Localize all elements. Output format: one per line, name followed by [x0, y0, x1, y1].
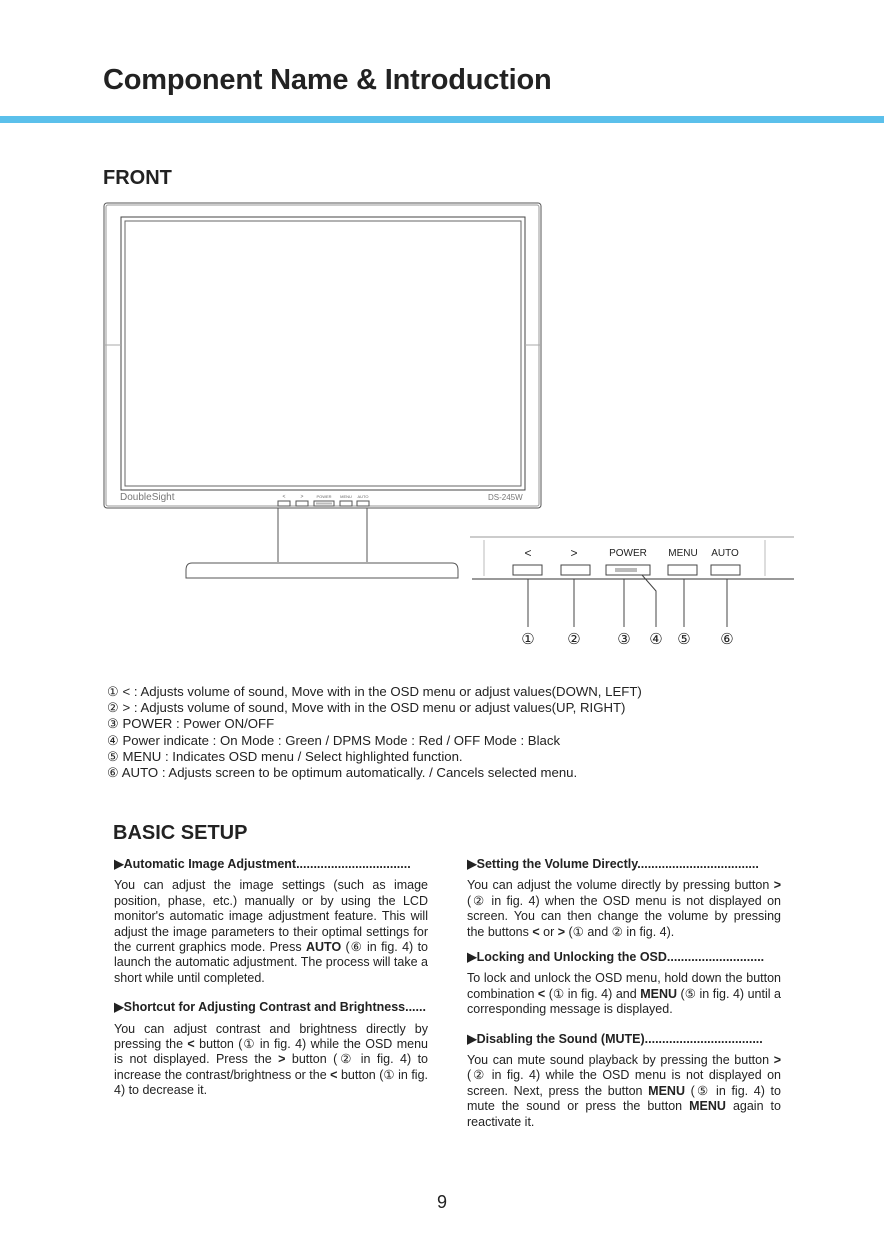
- callout-6: ⑥: [720, 631, 734, 648]
- legend-item-power-indicator: ④ Power indicate : On Mode : Green / DPMS Mode : Red / OFF Mode : Black: [107, 732, 561, 748]
- bezel-label-left: <: [282, 494, 286, 500]
- monitor-front-illustration: [0, 195, 560, 585]
- legend-item-power: ③ POWER : Power ON/OFF: [107, 716, 275, 732]
- front-heading: FRONT: [103, 167, 172, 189]
- button-detail-illustration: [470, 530, 884, 660]
- monitor-model-label: DS-245W: [488, 493, 523, 502]
- power-indicator: [615, 568, 637, 572]
- legend-item-auto: ⑥ AUTO : Adjusts screen to be optimum automatically. / Cancels selected menu.: [107, 765, 578, 781]
- page-number: 9: [436, 1192, 447, 1212]
- stand-base: [186, 563, 458, 578]
- page-title: Component Name & Introduction: [103, 64, 552, 96]
- button-menu: [668, 565, 697, 575]
- lock-title: ▶Locking and Unlocking the OSD............................: [467, 950, 765, 965]
- monitor-bezel: [104, 203, 541, 508]
- button-left: [513, 565, 542, 575]
- basic-setup-heading: BASIC SETUP: [113, 822, 248, 844]
- title-underline-bar: [0, 116, 884, 123]
- monitor-brand-logo: DoubleSight: [120, 492, 175, 503]
- button-legend: [107, 684, 642, 781]
- monitor-screen: [121, 217, 525, 490]
- callout-4: ④: [649, 631, 663, 648]
- legend-item-right: ② > : Adjusts volume of sound, Move with in the OSD menu or adjust values(UP, RIGHT): [107, 700, 626, 716]
- bezel-label-menu: MENU: [340, 494, 352, 499]
- legend-item-menu: ⑤ MENU : Indicates OSD menu / Select highlighted function.: [107, 748, 463, 764]
- button-label-auto: AUTO: [711, 548, 739, 559]
- basic-setup-right-column: [467, 857, 781, 1140]
- auto-adjust-title: ▶Automatic Image Adjustment.................................: [114, 857, 411, 871]
- bezel-label-right: >: [300, 494, 304, 500]
- mute-text: You can mute sound playback by pressing the button > (② in fig. 4) while the OSD menu is not displayed on screen. Next, press the button MENU (⑤ in fig. 4) to mute the sound or press the button MENU again to reactivate it.: [467, 1053, 781, 1129]
- button-label-right: >: [570, 546, 578, 560]
- bezel-label-auto: AUTO: [357, 494, 369, 499]
- shortcut-text: You can adjust contrast and brightness directly by pressing the < button (① in fig. 4) while the OSD menu is not displayed. Press the > button (② in fig. 4) to increase the contrast/brightness or the < button (① in fig. 4) to decrease it.: [114, 1021, 428, 1098]
- mute-title: ▶Disabling the Sound (MUTE)..................................: [467, 1031, 763, 1046]
- callout-3: ③: [617, 631, 631, 648]
- button-right: [561, 565, 590, 575]
- callout-1: ①: [521, 631, 535, 648]
- button-label-power: POWER: [609, 548, 647, 559]
- shortcut-title: ▶Shortcut for Adjusting Contrast and Brightness......: [114, 1000, 426, 1015]
- volume-title: ▶Setting the Volume Directly...................................: [467, 857, 759, 871]
- button-label-left: <: [524, 546, 532, 560]
- lock-text: To lock and unlock the OSD menu, hold down the button combination < (① in fig. 4) and MENU (⑤ in fig. 4) until a corresponding message is displayed.: [467, 971, 781, 1017]
- button-label-menu: MENU: [668, 548, 698, 559]
- basic-setup-left-column: [114, 857, 428, 1109]
- callout-2: ②: [567, 631, 581, 648]
- auto-adjust-text: You can adjust the image settings (such as image position, phase, etc.) manually or by using the LCD monitor's automatic image adjustment feature. This will adjust the image parameters to their optimal settings for the current graphics mode. Press AUTO (⑥ in fig. 4) to launch the automatic adjustment. The process will take a short while until completed.: [114, 878, 428, 985]
- legend-item-left: ① < : Adjusts volume of sound, Move with in the OSD menu or adjust values(DOWN, LEFT): [107, 684, 642, 699]
- callout-5: ⑤: [677, 631, 691, 648]
- button-auto: [711, 565, 740, 575]
- volume-text: You can adjust the volume directly by pressing button > (② in fig. 4) when the OSD menu is not displayed on screen. You can then change the volume by pressing the buttons < or > (① and ② in fig. 4).: [467, 878, 781, 939]
- bezel-label-power: POWER: [316, 494, 332, 499]
